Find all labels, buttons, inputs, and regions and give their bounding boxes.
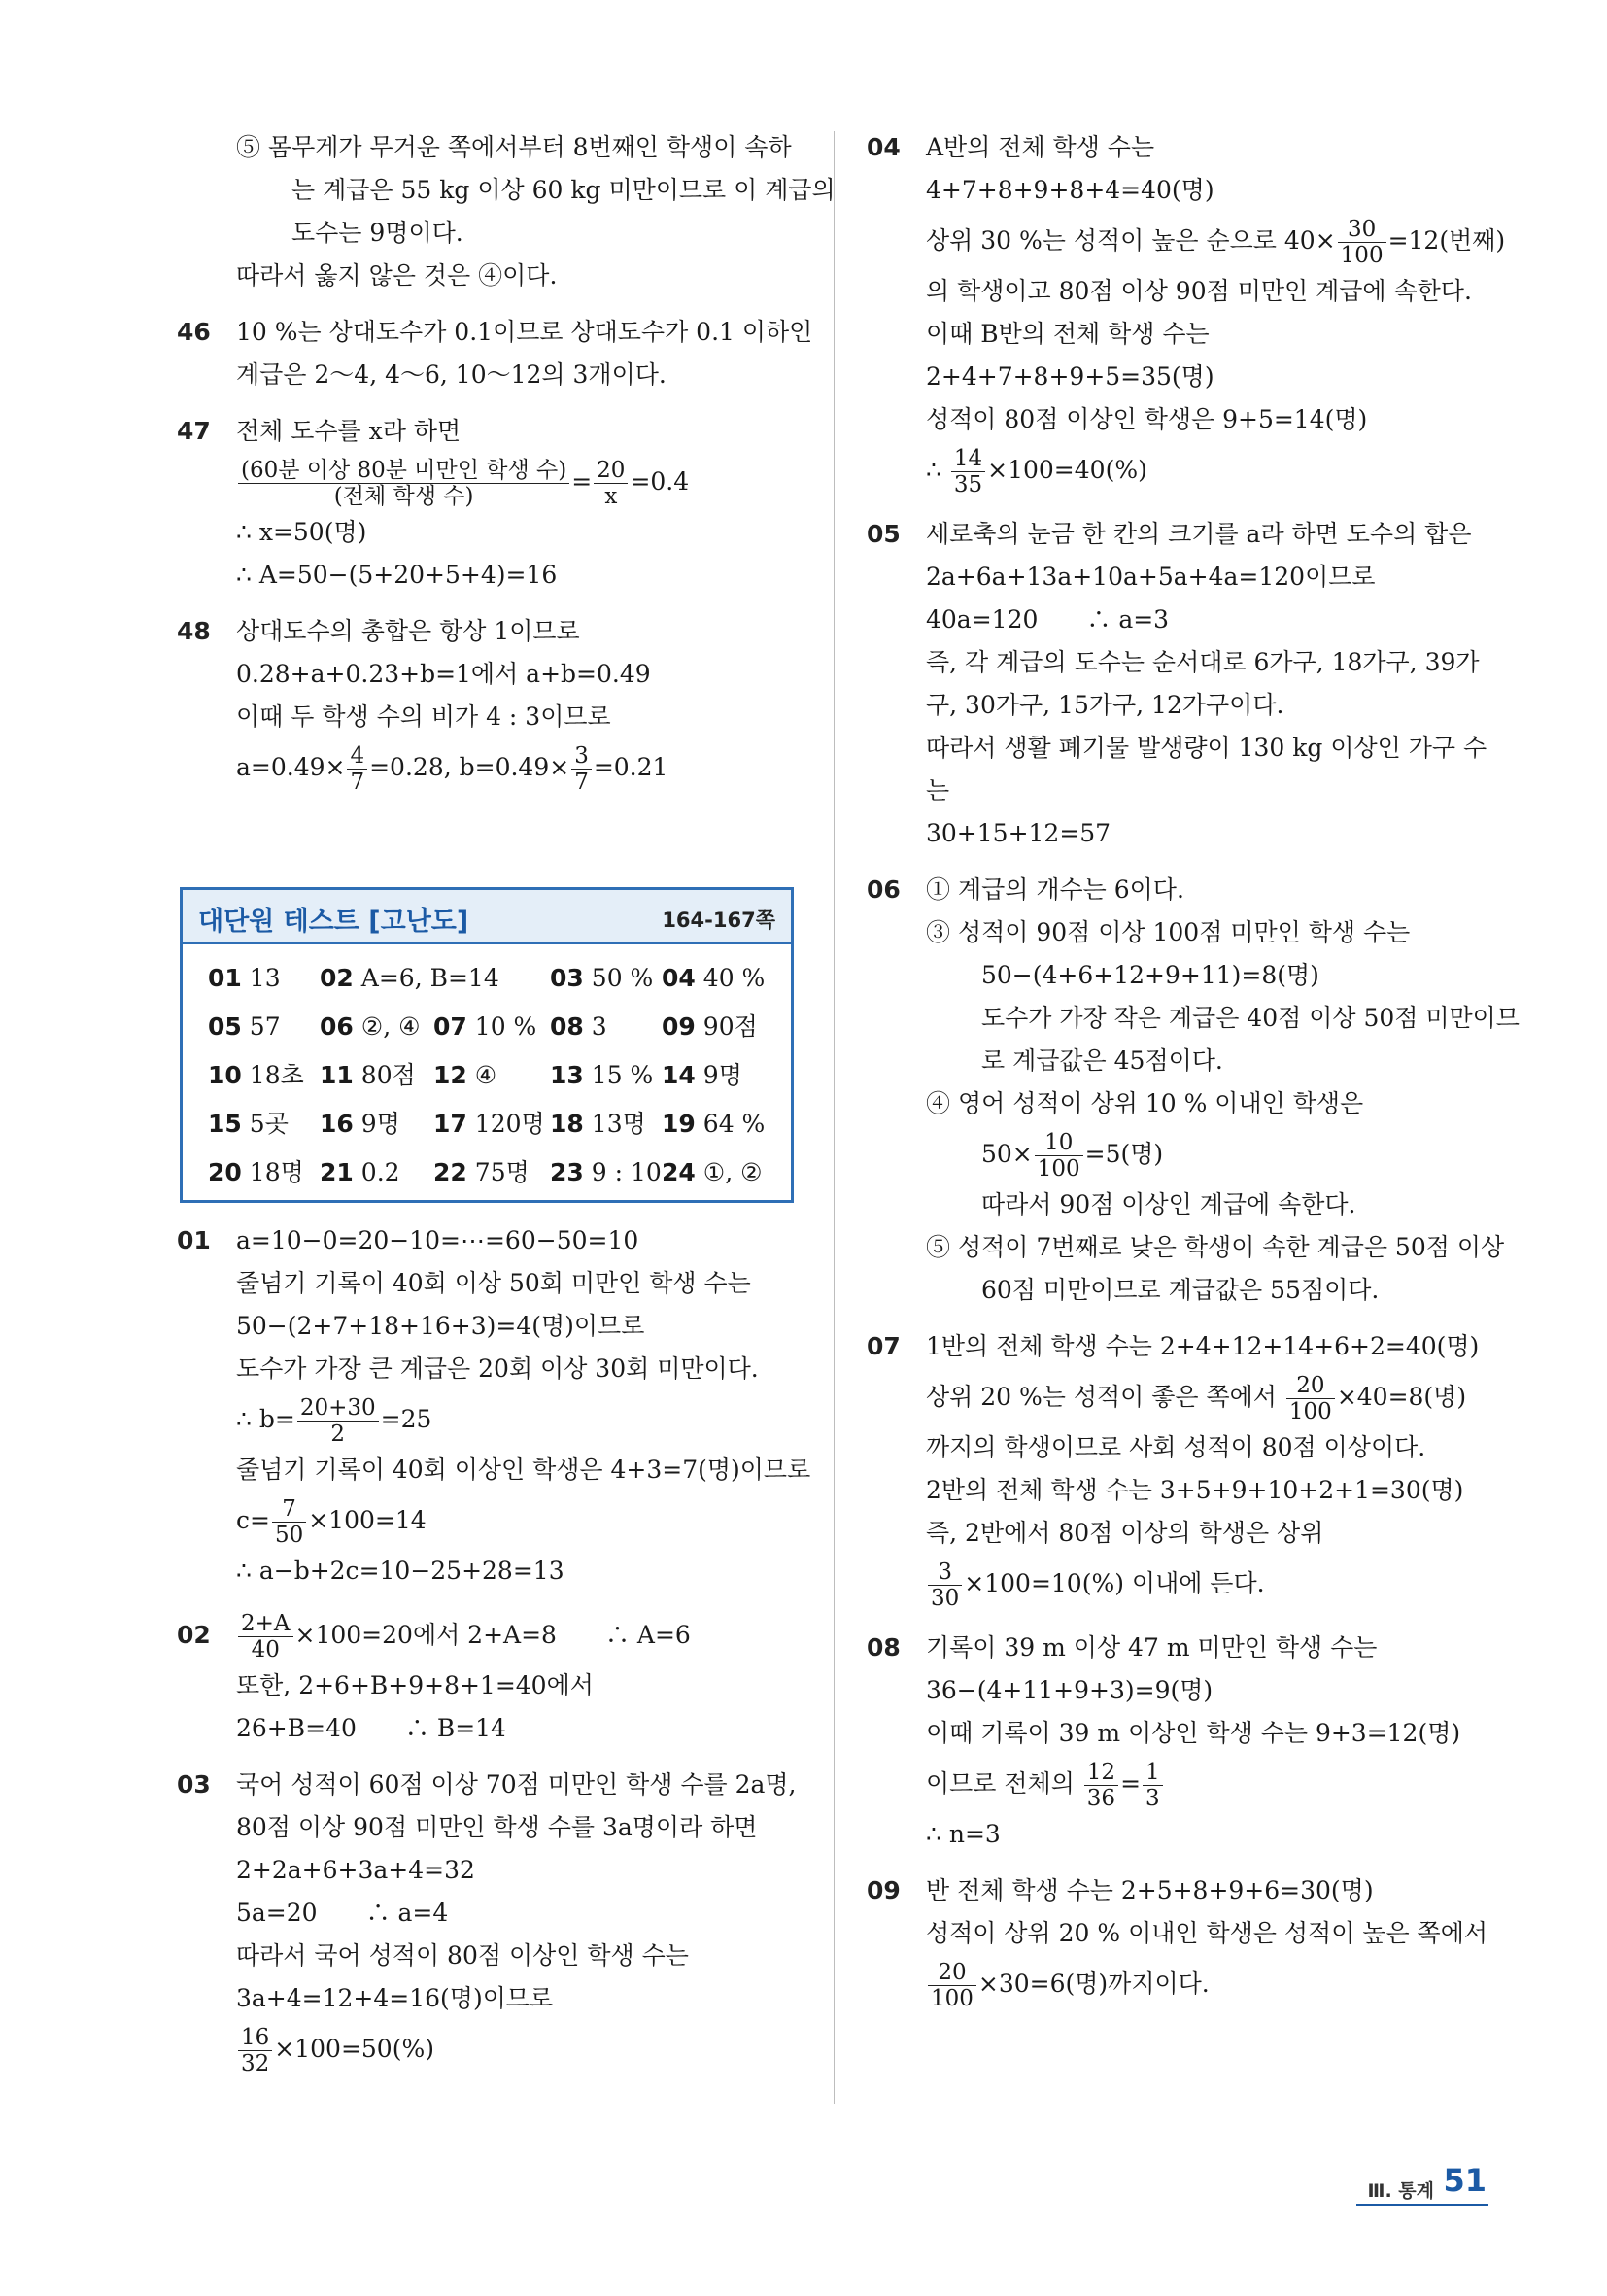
answer-number: 21 <box>320 1158 354 1186</box>
answer-value: ②, ④ <box>360 1012 421 1041</box>
fraction: $\frac{2+A}{40}$ <box>238 1611 293 1662</box>
fraction: $\frac{20}{100}$ <box>1286 1373 1335 1424</box>
answer-key-box <box>180 887 794 1203</box>
answer-cell <box>208 1003 281 1051</box>
right-column <box>867 126 1520 2013</box>
text-line: 구, 30가구, 15가구, 12가구이다. <box>926 691 1284 719</box>
problem-number: 03 <box>177 1770 211 1799</box>
answer-number: 15 <box>208 1110 242 1138</box>
answer-cell <box>662 1003 758 1051</box>
text-line: 따라서 국어 성적이 80점 이상인 학생 수는 <box>236 1941 689 1970</box>
answer-value: 40 % <box>702 964 766 992</box>
problem-number: 09 <box>867 1876 901 1904</box>
fraction: $\frac{12}{36}$ <box>1084 1760 1118 1811</box>
answer-value: 64 % <box>702 1110 766 1138</box>
text-line: a=10−0=20−10=⋯=60−50=10 <box>236 1226 639 1254</box>
problem-06 <box>867 869 1520 1312</box>
text-line: 10 %는 상대도수가 0.1이므로 상대도수가 0.1 이하인 <box>236 318 813 346</box>
text-line: 3a+4=12+4=16(명)이므로 <box>236 1984 554 2012</box>
answer-cell <box>320 1100 400 1148</box>
text-line: 2+4+7+8+9+5=35(명) <box>926 362 1214 391</box>
problem-number: 06 <box>867 875 901 904</box>
answer-cell <box>433 1051 496 1100</box>
fraction-line: 이므로 전체의 $\frac{12}{36}$ = $\frac{1}{3}$ <box>870 1755 1491 1813</box>
problem-09 <box>867 1869 1491 2013</box>
answer-number: 10 <box>208 1061 242 1089</box>
problem-08 <box>867 1627 1491 1856</box>
text-line: 전체 도수를 x라 하면 <box>236 417 462 445</box>
left-column <box>177 126 836 797</box>
answer-number: 19 <box>662 1110 696 1138</box>
text-line: 는 계급은 55 kg 이상 60 kg 미만이므로 이 계급의 <box>291 176 836 204</box>
answer-number: 23 <box>550 1158 584 1186</box>
text-line: 따라서 90점 이상인 계급에 속한다. <box>981 1190 1356 1218</box>
answer-number: 18 <box>550 1110 584 1138</box>
fraction: $\frac{\text{(60분 이상 80분 미만인 학생 수)}}{\text{(전체 학생 수)}}$ <box>238 458 569 509</box>
answer-value: 3 <box>591 1012 607 1041</box>
answer-cell <box>433 1148 530 1197</box>
problem-47 <box>177 410 802 597</box>
answer-number: 13 <box>550 1061 584 1089</box>
answer-number: 12 <box>433 1061 467 1089</box>
answer-number: 14 <box>662 1061 696 1089</box>
answer-number: 06 <box>320 1012 354 1041</box>
answer-number: 03 <box>550 964 584 992</box>
text-line: 80점 이상 90점 미만인 학생 수를 3a명이라 하면 <box>236 1813 758 1841</box>
answer-value: A=6, B=14 <box>360 964 499 992</box>
fraction-line: 50× $\frac{10}{100}$ =5(명) <box>981 1130 1164 1182</box>
answer-cell <box>208 1148 304 1197</box>
text-line: 로 계급값은 45점이다. <box>981 1046 1223 1075</box>
fraction-line: 상위 20 %는 성적이 좋은 쪽에서 $\frac{20}{100}$ ×40=8(명) <box>926 1373 1467 1424</box>
answer-cell <box>433 1003 536 1051</box>
fraction: $\frac{20+30}{2}$ <box>297 1395 379 1447</box>
answer-key-title: 대단원 테스트 [고난도] <box>198 907 469 937</box>
answer-cell <box>208 1100 289 1148</box>
answer-cell <box>662 1148 763 1197</box>
fraction-line: ∴ b= $\frac{20+30}{2}$ =25 <box>236 1395 432 1447</box>
text-line: 40a=120 ∴ a=3 <box>926 605 1170 634</box>
answer-cell <box>433 1100 545 1148</box>
answer-value: 18명 <box>249 1158 304 1186</box>
fraction-line: 상위 30 %는 성적이 높은 순으로 40× $\frac{30}{100}$ =12(번째) <box>926 217 1506 268</box>
text-line: 계급은 2～4, 4～6, 10～12의 3개이다. <box>236 360 667 389</box>
fraction: $\frac{3}{7}$ <box>571 743 592 795</box>
problem-number: 08 <box>867 1633 901 1662</box>
text-line: 도수가 가장 작은 계급은 40점 이상 50점 미만이므 <box>981 1004 1520 1032</box>
answer-cell <box>550 1148 662 1197</box>
answer-number: 17 <box>433 1110 467 1138</box>
fraction-line: c= $\frac{7}{50}$ ×100=14 <box>236 1496 427 1548</box>
text-line: ④ 영어 성적이 상위 10 % 이내인 학생은 <box>926 1089 1364 1117</box>
fraction-line: $\frac{16}{32}$ ×100=50(%) <box>180 2020 802 2078</box>
answer-number: 08 <box>550 1012 584 1041</box>
problem-number: 05 <box>867 520 901 548</box>
text-line: 의 학생이고 80점 이상 90점 미만인 계급에 속한다. <box>926 277 1472 305</box>
left-column-lower <box>177 1219 811 2078</box>
problem-number: 04 <box>867 133 901 161</box>
answer-value: 50 % <box>591 964 654 992</box>
text-line: 줄넘기 기록이 40회 이상인 학생은 4+3=7(명)이므로 <box>236 1456 811 1484</box>
text-line: 반 전체 학생 수는 2+5+8+9+6=30(명) <box>926 1876 1374 1904</box>
text-line: ∴ x=50(명) <box>236 518 367 546</box>
problem-number: 48 <box>177 617 211 645</box>
answer-number: 20 <box>208 1158 242 1186</box>
page-number: 51 <box>1443 2162 1487 2199</box>
answer-number: 24 <box>662 1158 696 1186</box>
problem-02 <box>177 1606 802 1750</box>
text-line: 50−(4+6+12+9+11)=8(명) <box>981 961 1319 989</box>
text-line: 세로축의 눈금 한 칸의 크기를 a라 하면 도수의 합은 <box>926 520 1472 548</box>
text-line: 기록이 39 m 이상 47 m 미만인 학생 수는 <box>926 1633 1378 1662</box>
answer-number: 05 <box>208 1012 242 1041</box>
text-line: 따라서 옳지 않은 것은 ④이다. <box>236 261 558 290</box>
problem-01 <box>177 1219 811 1593</box>
answer-cell <box>550 1051 653 1100</box>
answer-value: 5곳 <box>249 1110 289 1138</box>
fraction: $\frac{14}{35}$ <box>951 446 985 497</box>
answer-cell <box>662 954 765 1003</box>
text-line: 이때 기록이 39 m 이상인 학생 수는 9+3=12(명) <box>926 1719 1461 1747</box>
answer-number: 09 <box>662 1012 696 1041</box>
answer-value: 75명 <box>474 1158 530 1186</box>
text-line: 60점 미만이므로 계급값은 55점이다. <box>981 1276 1380 1304</box>
fraction: $\frac{16}{32}$ <box>238 2025 272 2076</box>
answer-value: 9명 <box>360 1110 400 1138</box>
fraction-line: $\frac{\text{(60분 이상 80분 미만인 학생 수)}}{\text{(전체 학생 수)}}$ = $\frac{20}{x}$ =0.4 <box>180 453 802 511</box>
answer-value: 90점 <box>702 1012 758 1041</box>
problem-04 <box>867 126 1506 499</box>
fraction-line: $\frac{3}{30}$ ×100=10(%) 이내에 든다. <box>870 1555 1491 1613</box>
answer-value: 18초 <box>249 1061 304 1089</box>
text-line: 즉, 각 계급의 도수는 순서대로 6가구, 18가구, 39가 <box>926 648 1480 676</box>
text-line: ① 계급의 개수는 6이다. <box>926 875 1184 904</box>
text-line: 따라서 생활 폐기물 발생량이 130 kg 이상인 가구 수 <box>926 734 1487 762</box>
text-line: 는 <box>926 776 950 805</box>
footer-rule <box>1356 2204 1488 2206</box>
text-line: A반의 전체 학생 수는 <box>926 133 1155 161</box>
answer-cell <box>320 1051 416 1100</box>
problem-number: 02 <box>177 1621 211 1649</box>
text-line: ∴ A=50−(5+20+5+4)=16 <box>236 561 558 589</box>
problem-46 <box>177 311 813 396</box>
problem-48 <box>177 610 802 797</box>
answer-cell <box>320 1148 400 1197</box>
answer-cell <box>662 1100 765 1148</box>
footer-section-label: Ⅲ. 통계 <box>1367 2180 1434 2202</box>
text-line: 도수는 9명이다. <box>291 219 463 247</box>
answer-value: ①, ② <box>702 1158 763 1186</box>
text-line: 도수가 가장 큰 계급은 20회 이상 30회 미만이다. <box>236 1354 759 1383</box>
text-line: 1반의 전체 학생 수는 2+4+12+14+6+2=40(명) <box>926 1332 1480 1360</box>
text-line: 2a+6a+13a+10a+5a+4a=120이므로 <box>926 563 1376 591</box>
answer-value: 13명 <box>591 1110 646 1138</box>
answer-number: 04 <box>662 964 696 992</box>
answer-cell <box>550 954 653 1003</box>
answer-value: 9명 <box>702 1061 742 1089</box>
text-line: ⑤ 몸무게가 무거운 쪽에서부터 8번째인 학생이 속하 <box>236 133 792 161</box>
answer-value: 15 % <box>591 1061 654 1089</box>
fraction: $\frac{4}{7}$ <box>347 743 367 795</box>
problem-03 <box>177 1764 802 2078</box>
fraction-line: ∴ $\frac{14}{35}$ ×100=40(%) <box>926 446 1147 497</box>
fraction: $\frac{30}{100}$ <box>1338 217 1386 268</box>
fraction: $\frac{3}{30}$ <box>928 1559 962 1611</box>
problem-05 <box>867 513 1491 855</box>
problem-45-tail <box>180 126 836 297</box>
answer-value: 57 <box>249 1012 281 1041</box>
problem-07 <box>867 1325 1491 1613</box>
text-line: 상대도수의 총합은 항상 1이므로 <box>236 617 580 645</box>
text-line: 국어 성적이 60점 이상 70점 미만인 학생 수를 2a명, <box>236 1770 797 1799</box>
answer-value: ④ <box>474 1061 497 1089</box>
answer-cell <box>320 1003 421 1051</box>
answer-number: 11 <box>320 1061 354 1089</box>
fraction: $\frac{20}{x}$ <box>594 458 628 509</box>
answer-number: 01 <box>208 964 242 992</box>
answer-value: 0.2 <box>360 1158 400 1186</box>
text-line: 2반의 전체 학생 수는 3+5+9+10+2+1=30(명) <box>926 1476 1464 1504</box>
text-line: 까지의 학생이므로 사회 성적이 80점 이상이다. <box>926 1433 1426 1461</box>
text-line: ∴ a−b+2c=10−25+28=13 <box>236 1557 564 1585</box>
answer-row <box>208 1100 781 1148</box>
answer-cell <box>550 1003 607 1051</box>
text-line: 성적이 상위 20 % 이내인 학생은 성적이 높은 쪽에서 <box>926 1919 1487 1947</box>
text-line: 이때 B반의 전체 학생 수는 <box>926 320 1210 348</box>
text-line: 또한, 2+6+B+9+8+1=40에서 <box>236 1671 594 1699</box>
answer-cell <box>320 954 499 1003</box>
fraction-line: a=0.49× $\frac{4}{7}$ =0.28, b=0.49× $\frac{3}{7}$ =0.21 <box>236 743 668 795</box>
text-line: 0.28+a+0.23+b=1에서 a+b=0.49 <box>236 660 651 688</box>
problem-number: 47 <box>177 417 211 445</box>
text-line: 줄넘기 기록이 40회 이상 50회 미만인 학생 수는 <box>236 1269 751 1297</box>
answer-row <box>208 1051 781 1100</box>
text-line: ③ 성적이 90점 이상 100점 미만인 학생 수는 <box>926 918 1411 946</box>
column-divider <box>834 131 835 2104</box>
problem-number: 46 <box>177 318 211 346</box>
fraction: $\frac{7}{50}$ <box>272 1496 306 1548</box>
answer-key-header <box>183 890 791 944</box>
text-line: 5a=20 ∴ a=4 <box>236 1899 449 1927</box>
text-line: 50−(2+7+18+16+3)=4(명)이므로 <box>236 1312 645 1340</box>
text-line: 26+B=40 ∴ B=14 <box>236 1714 506 1742</box>
fraction: $\frac{1}{3}$ <box>1143 1760 1163 1811</box>
answer-value: 80점 <box>360 1061 416 1089</box>
answer-value: 9 : 10 <box>591 1158 662 1186</box>
answer-value: 10 % <box>474 1012 537 1041</box>
answer-grid <box>208 954 781 1197</box>
answer-number: 16 <box>320 1110 354 1138</box>
text-line: 2+2a+6+3a+4=32 <box>236 1856 475 1884</box>
fraction: $\frac{20}{100}$ <box>928 1960 976 2011</box>
fraction: $\frac{10}{100}$ <box>1035 1130 1083 1182</box>
answer-number: 02 <box>320 964 354 992</box>
answer-cell <box>208 1051 304 1100</box>
problem-number: 07 <box>867 1332 901 1360</box>
answer-value: 120명 <box>474 1110 545 1138</box>
text-line: ⑤ 성적이 7번째로 낮은 학생이 속한 계급은 50점 이상 <box>926 1233 1505 1261</box>
text-line: 30+15+12=57 <box>926 819 1111 847</box>
fraction-line: $\frac{2+A}{40}$ ×100=20에서 2+A=8 ∴ A=6 <box>180 1606 802 1664</box>
answer-row <box>208 1148 781 1197</box>
answer-value: 13 <box>249 964 281 992</box>
text-line: 36−(4+11+9+3)=9(명) <box>926 1676 1214 1704</box>
answer-cell <box>208 954 281 1003</box>
answer-number: 22 <box>433 1158 467 1186</box>
answer-row <box>208 1003 781 1051</box>
problem-number: 01 <box>177 1226 211 1254</box>
fraction-line: $\frac{20}{100}$ ×30=6(명)까지이다. <box>870 1955 1491 2013</box>
text-line: 4+7+8+9+8+4=40(명) <box>926 176 1214 204</box>
text-line: 이때 두 학생 수의 비가 4 : 3이므로 <box>236 703 611 731</box>
answer-number: 07 <box>433 1012 467 1041</box>
text-line: ∴ n=3 <box>926 1820 1001 1848</box>
text-line: 즉, 2반에서 80점 이상의 학생은 상위 <box>926 1519 1324 1547</box>
answer-key-pages: 164-167쪽 <box>662 908 775 932</box>
answer-row <box>208 954 781 1003</box>
text-line: 성적이 80점 이상인 학생은 9+5=14(명) <box>926 405 1368 433</box>
answer-cell <box>662 1051 742 1100</box>
answer-cell <box>550 1100 646 1148</box>
